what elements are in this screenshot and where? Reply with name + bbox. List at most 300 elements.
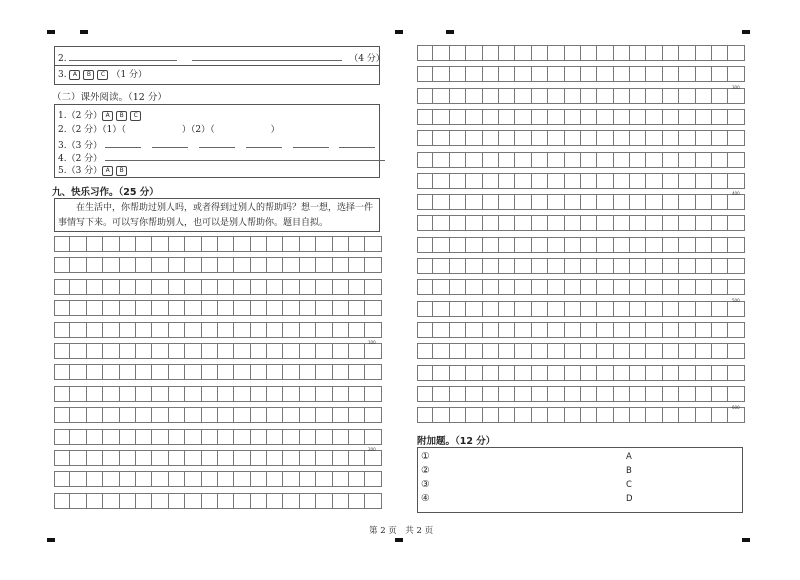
writing-cell[interactable] bbox=[433, 173, 449, 189]
writing-cell[interactable] bbox=[103, 493, 119, 509]
writing-cell[interactable] bbox=[696, 152, 712, 168]
writing-cell[interactable] bbox=[185, 279, 201, 295]
writing-cell[interactable] bbox=[87, 364, 103, 380]
writing-cell[interactable] bbox=[202, 300, 218, 316]
writing-cell[interactable] bbox=[136, 407, 152, 423]
writing-cell[interactable] bbox=[234, 322, 250, 338]
writing-cell[interactable] bbox=[433, 109, 449, 125]
writing-cell[interactable] bbox=[433, 66, 449, 82]
writing-cell[interactable] bbox=[581, 215, 597, 231]
writing-cell[interactable] bbox=[300, 493, 316, 509]
writing-cell[interactable] bbox=[169, 407, 185, 423]
writing-cell[interactable] bbox=[316, 471, 332, 487]
writing-cell[interactable] bbox=[696, 343, 712, 359]
writing-cell[interactable] bbox=[679, 109, 695, 125]
writing-cell[interactable] bbox=[87, 429, 103, 445]
writing-cell[interactable] bbox=[103, 300, 119, 316]
writing-cell[interactable] bbox=[483, 343, 499, 359]
writing-cell[interactable] bbox=[450, 66, 466, 82]
writing-cell[interactable] bbox=[646, 152, 662, 168]
writing-cell[interactable] bbox=[532, 365, 548, 381]
writing-cell[interactable] bbox=[483, 194, 499, 210]
option-c-box[interactable]: C bbox=[97, 70, 108, 80]
writing-cell[interactable] bbox=[218, 236, 234, 252]
writing-cell[interactable] bbox=[136, 493, 152, 509]
writing-cell[interactable] bbox=[581, 109, 597, 125]
writing-cell[interactable] bbox=[646, 365, 662, 381]
writing-cell[interactable] bbox=[728, 194, 744, 210]
writing-cell[interactable] bbox=[433, 343, 449, 359]
writing-cell[interactable] bbox=[300, 450, 316, 466]
writing-cell[interactable] bbox=[300, 322, 316, 338]
writing-cell[interactable] bbox=[234, 386, 250, 402]
writing-cell[interactable] bbox=[365, 322, 381, 338]
writing-cell[interactable] bbox=[316, 236, 332, 252]
writing-cell[interactable] bbox=[466, 365, 482, 381]
writing-cell[interactable] bbox=[597, 194, 613, 210]
writing-cell[interactable] bbox=[103, 386, 119, 402]
writing-cell[interactable] bbox=[565, 279, 581, 295]
writing-cell[interactable] bbox=[532, 407, 548, 423]
writing-cell[interactable] bbox=[581, 301, 597, 317]
writing-cell[interactable] bbox=[597, 152, 613, 168]
writing-cell[interactable] bbox=[614, 301, 630, 317]
writing-cell[interactable] bbox=[630, 215, 646, 231]
writing-cell[interactable] bbox=[87, 450, 103, 466]
writing-cell[interactable] bbox=[679, 173, 695, 189]
writing-cell[interactable] bbox=[466, 258, 482, 274]
writing-cell[interactable] bbox=[251, 429, 267, 445]
writing-cell[interactable] bbox=[466, 343, 482, 359]
writing-cell[interactable] bbox=[333, 257, 349, 273]
writing-cell[interactable] bbox=[450, 343, 466, 359]
answer-line[interactable] bbox=[152, 138, 188, 148]
writing-cell[interactable] bbox=[630, 279, 646, 295]
writing-cell[interactable] bbox=[136, 279, 152, 295]
writing-cell[interactable] bbox=[349, 386, 365, 402]
writing-cell[interactable] bbox=[185, 386, 201, 402]
writing-cell[interactable] bbox=[54, 471, 70, 487]
writing-cell[interactable] bbox=[646, 45, 662, 61]
writing-cell[interactable] bbox=[316, 322, 332, 338]
writing-cell[interactable] bbox=[267, 450, 283, 466]
writing-cell[interactable] bbox=[218, 364, 234, 380]
writing-cell[interactable] bbox=[663, 237, 679, 253]
writing-cell[interactable] bbox=[70, 493, 86, 509]
writing-cell[interactable] bbox=[136, 300, 152, 316]
writing-cell[interactable] bbox=[532, 279, 548, 295]
writing-cell[interactable] bbox=[565, 66, 581, 82]
writing-cell[interactable] bbox=[234, 493, 250, 509]
writing-cell[interactable] bbox=[466, 152, 482, 168]
writing-cell[interactable] bbox=[532, 130, 548, 146]
writing-cell[interactable] bbox=[679, 88, 695, 104]
writing-cell[interactable] bbox=[565, 301, 581, 317]
writing-cell[interactable] bbox=[581, 365, 597, 381]
writing-cell[interactable] bbox=[630, 407, 646, 423]
writing-cell[interactable] bbox=[54, 343, 70, 359]
writing-cell[interactable] bbox=[54, 429, 70, 445]
writing-cell[interactable] bbox=[300, 257, 316, 273]
writing-cell[interactable] bbox=[333, 364, 349, 380]
writing-cell[interactable] bbox=[120, 236, 136, 252]
writing-cell[interactable] bbox=[515, 66, 531, 82]
option-a-box[interactable]: A bbox=[102, 111, 113, 121]
writing-cell[interactable] bbox=[103, 322, 119, 338]
writing-cell[interactable] bbox=[283, 236, 299, 252]
writing-cell[interactable] bbox=[614, 407, 630, 423]
writing-cell[interactable] bbox=[663, 88, 679, 104]
writing-cell[interactable] bbox=[103, 257, 119, 273]
writing-cell[interactable] bbox=[70, 343, 86, 359]
writing-cell[interactable] bbox=[234, 236, 250, 252]
writing-cell[interactable] bbox=[70, 407, 86, 423]
writing-cell[interactable] bbox=[185, 364, 201, 380]
writing-cell[interactable] bbox=[565, 386, 581, 402]
writing-cell[interactable] bbox=[417, 301, 433, 317]
writing-cell[interactable] bbox=[548, 88, 564, 104]
option-a-box[interactable]: A bbox=[102, 166, 113, 176]
writing-cell[interactable] bbox=[728, 258, 744, 274]
writing-cell[interactable] bbox=[466, 194, 482, 210]
writing-cell[interactable] bbox=[663, 130, 679, 146]
writing-cell[interactable] bbox=[202, 236, 218, 252]
writing-cell[interactable] bbox=[499, 322, 515, 338]
writing-cell[interactable] bbox=[365, 429, 381, 445]
writing-cell[interactable] bbox=[696, 130, 712, 146]
writing-cell[interactable] bbox=[333, 407, 349, 423]
writing-cell[interactable] bbox=[218, 471, 234, 487]
writing-cell[interactable] bbox=[679, 152, 695, 168]
writing-cell[interactable] bbox=[646, 258, 662, 274]
writing-cell[interactable] bbox=[267, 471, 283, 487]
writing-cell[interactable] bbox=[87, 300, 103, 316]
writing-cell[interactable] bbox=[365, 471, 381, 487]
writing-cell[interactable] bbox=[515, 407, 531, 423]
writing-cell[interactable] bbox=[581, 343, 597, 359]
writing-cell[interactable] bbox=[499, 343, 515, 359]
writing-cell[interactable] bbox=[251, 257, 267, 273]
writing-cell[interactable] bbox=[234, 279, 250, 295]
writing-cell[interactable] bbox=[712, 301, 728, 317]
writing-cell[interactable] bbox=[202, 343, 218, 359]
writing-cell[interactable] bbox=[515, 279, 531, 295]
writing-cell[interactable] bbox=[483, 215, 499, 231]
writing-cell[interactable] bbox=[515, 322, 531, 338]
writing-cell[interactable] bbox=[136, 236, 152, 252]
writing-cell[interactable] bbox=[646, 301, 662, 317]
writing-cell[interactable] bbox=[365, 257, 381, 273]
writing-cell[interactable] bbox=[218, 279, 234, 295]
writing-cell[interactable] bbox=[499, 173, 515, 189]
writing-cell[interactable] bbox=[316, 300, 332, 316]
writing-cell[interactable] bbox=[87, 471, 103, 487]
writing-cell[interactable] bbox=[712, 237, 728, 253]
writing-cell[interactable] bbox=[70, 450, 86, 466]
writing-cell[interactable] bbox=[70, 429, 86, 445]
writing-cell[interactable] bbox=[712, 45, 728, 61]
writing-cell[interactable] bbox=[300, 471, 316, 487]
writing-cell[interactable] bbox=[87, 279, 103, 295]
writing-cell[interactable] bbox=[120, 493, 136, 509]
writing-cell[interactable] bbox=[218, 300, 234, 316]
writing-cell[interactable] bbox=[300, 386, 316, 402]
writing-cell[interactable] bbox=[696, 237, 712, 253]
writing-cell[interactable] bbox=[663, 109, 679, 125]
writing-cell[interactable] bbox=[152, 279, 168, 295]
writing-cell[interactable] bbox=[515, 109, 531, 125]
writing-cell[interactable] bbox=[433, 322, 449, 338]
writing-cell[interactable] bbox=[169, 493, 185, 509]
writing-cell[interactable] bbox=[597, 365, 613, 381]
writing-cell[interactable] bbox=[267, 279, 283, 295]
writing-cell[interactable] bbox=[565, 173, 581, 189]
writing-cell[interactable] bbox=[267, 364, 283, 380]
writing-cell[interactable] bbox=[548, 237, 564, 253]
writing-cell[interactable] bbox=[614, 45, 630, 61]
writing-cell[interactable] bbox=[450, 386, 466, 402]
writing-cell[interactable] bbox=[630, 365, 646, 381]
writing-cell[interactable] bbox=[70, 386, 86, 402]
writing-cell[interactable] bbox=[532, 194, 548, 210]
writing-cell[interactable] bbox=[433, 386, 449, 402]
writing-cell[interactable] bbox=[251, 343, 267, 359]
writing-cell[interactable] bbox=[136, 322, 152, 338]
writing-cell[interactable] bbox=[597, 407, 613, 423]
writing-cell[interactable] bbox=[499, 407, 515, 423]
writing-cell[interactable] bbox=[532, 66, 548, 82]
writing-cell[interactable] bbox=[300, 364, 316, 380]
writing-cell[interactable] bbox=[365, 279, 381, 295]
writing-cell[interactable] bbox=[597, 237, 613, 253]
writing-cell[interactable] bbox=[679, 279, 695, 295]
writing-cell[interactable] bbox=[696, 88, 712, 104]
writing-cell[interactable] bbox=[679, 365, 695, 381]
writing-cell[interactable] bbox=[712, 322, 728, 338]
writing-cell[interactable] bbox=[728, 237, 744, 253]
writing-cell[interactable] bbox=[597, 88, 613, 104]
writing-cell[interactable] bbox=[300, 407, 316, 423]
writing-cell[interactable] bbox=[450, 130, 466, 146]
writing-cell[interactable] bbox=[450, 279, 466, 295]
writing-cell[interactable] bbox=[120, 279, 136, 295]
writing-cell[interactable] bbox=[316, 343, 332, 359]
writing-cell[interactable] bbox=[679, 130, 695, 146]
writing-cell[interactable] bbox=[597, 66, 613, 82]
writing-cell[interactable] bbox=[728, 173, 744, 189]
writing-cell[interactable] bbox=[679, 407, 695, 423]
writing-cell[interactable] bbox=[120, 300, 136, 316]
writing-cell[interactable] bbox=[696, 301, 712, 317]
writing-cell[interactable] bbox=[433, 279, 449, 295]
writing-cell[interactable] bbox=[251, 407, 267, 423]
writing-cell[interactable] bbox=[581, 386, 597, 402]
writing-cell[interactable] bbox=[185, 236, 201, 252]
writing-cell[interactable] bbox=[515, 237, 531, 253]
writing-cell[interactable] bbox=[728, 322, 744, 338]
writing-cell[interactable] bbox=[152, 493, 168, 509]
writing-cell[interactable] bbox=[728, 152, 744, 168]
writing-cell[interactable] bbox=[316, 493, 332, 509]
writing-cell[interactable] bbox=[646, 66, 662, 82]
writing-cell[interactable] bbox=[483, 66, 499, 82]
writing-cell[interactable] bbox=[202, 493, 218, 509]
writing-cell[interactable] bbox=[54, 322, 70, 338]
writing-cell[interactable] bbox=[515, 301, 531, 317]
writing-cell[interactable] bbox=[712, 88, 728, 104]
writing-cell[interactable] bbox=[515, 173, 531, 189]
writing-cell[interactable] bbox=[581, 45, 597, 61]
writing-cell[interactable] bbox=[712, 407, 728, 423]
writing-cell[interactable] bbox=[185, 450, 201, 466]
writing-cell[interactable] bbox=[712, 194, 728, 210]
writing-cell[interactable] bbox=[87, 407, 103, 423]
writing-cell[interactable] bbox=[515, 45, 531, 61]
writing-cell[interactable] bbox=[663, 279, 679, 295]
writing-cell[interactable] bbox=[185, 407, 201, 423]
writing-cell[interactable] bbox=[202, 407, 218, 423]
writing-cell[interactable] bbox=[565, 88, 581, 104]
writing-cell[interactable] bbox=[581, 237, 597, 253]
writing-cell[interactable] bbox=[696, 173, 712, 189]
writing-cell[interactable] bbox=[663, 215, 679, 231]
writing-cell[interactable] bbox=[54, 364, 70, 380]
writing-cell[interactable] bbox=[152, 407, 168, 423]
writing-cell[interactable] bbox=[234, 471, 250, 487]
writing-cell[interactable] bbox=[152, 257, 168, 273]
writing-cell[interactable] bbox=[515, 130, 531, 146]
writing-cell[interactable] bbox=[548, 66, 564, 82]
writing-cell[interactable] bbox=[283, 322, 299, 338]
writing-cell[interactable] bbox=[548, 45, 564, 61]
writing-cell[interactable] bbox=[532, 237, 548, 253]
writing-cell[interactable] bbox=[218, 407, 234, 423]
writing-cell[interactable] bbox=[614, 237, 630, 253]
writing-cell[interactable] bbox=[103, 279, 119, 295]
writing-cell[interactable] bbox=[70, 471, 86, 487]
writing-cell[interactable] bbox=[614, 194, 630, 210]
writing-cell[interactable] bbox=[136, 257, 152, 273]
writing-cell[interactable] bbox=[515, 343, 531, 359]
writing-cell[interactable] bbox=[169, 322, 185, 338]
writing-cell[interactable] bbox=[663, 386, 679, 402]
writing-cell[interactable] bbox=[103, 364, 119, 380]
writing-cell[interactable] bbox=[630, 258, 646, 274]
writing-cell[interactable] bbox=[169, 236, 185, 252]
writing-cell[interactable] bbox=[696, 194, 712, 210]
writing-cell[interactable] bbox=[433, 237, 449, 253]
writing-cell[interactable] bbox=[712, 66, 728, 82]
answer-line[interactable] bbox=[105, 138, 141, 148]
writing-cell[interactable] bbox=[548, 258, 564, 274]
writing-cell[interactable] bbox=[499, 386, 515, 402]
writing-cell[interactable] bbox=[597, 258, 613, 274]
writing-cell[interactable] bbox=[630, 45, 646, 61]
writing-cell[interactable] bbox=[267, 407, 283, 423]
writing-cell[interactable] bbox=[70, 300, 86, 316]
option-c-box[interactable]: C bbox=[130, 111, 141, 121]
writing-cell[interactable] bbox=[728, 365, 744, 381]
writing-cell[interactable] bbox=[728, 343, 744, 359]
writing-cell[interactable] bbox=[283, 407, 299, 423]
writing-cell[interactable] bbox=[283, 300, 299, 316]
writing-cell[interactable] bbox=[646, 88, 662, 104]
writing-cell[interactable] bbox=[120, 322, 136, 338]
writing-cell[interactable] bbox=[218, 343, 234, 359]
answer-line[interactable] bbox=[339, 138, 375, 148]
writing-cell[interactable] bbox=[728, 109, 744, 125]
q2-answer-line[interactable] bbox=[192, 51, 342, 61]
writing-cell[interactable] bbox=[597, 130, 613, 146]
writing-cell[interactable] bbox=[466, 279, 482, 295]
writing-cell[interactable] bbox=[499, 66, 515, 82]
writing-cell[interactable] bbox=[614, 322, 630, 338]
writing-cell[interactable] bbox=[300, 236, 316, 252]
writing-cell[interactable] bbox=[614, 109, 630, 125]
writing-cell[interactable] bbox=[450, 407, 466, 423]
writing-cell[interactable] bbox=[283, 343, 299, 359]
writing-cell[interactable] bbox=[712, 258, 728, 274]
writing-cell[interactable] bbox=[417, 343, 433, 359]
writing-cell[interactable] bbox=[499, 194, 515, 210]
writing-cell[interactable] bbox=[466, 386, 482, 402]
writing-cell[interactable] bbox=[548, 279, 564, 295]
writing-cell[interactable] bbox=[548, 322, 564, 338]
writing-cell[interactable] bbox=[483, 386, 499, 402]
writing-cell[interactable] bbox=[515, 386, 531, 402]
writing-cell[interactable] bbox=[417, 407, 433, 423]
writing-cell[interactable] bbox=[333, 300, 349, 316]
writing-cell[interactable] bbox=[316, 407, 332, 423]
writing-cell[interactable] bbox=[450, 237, 466, 253]
writing-cell[interactable] bbox=[581, 279, 597, 295]
answer-line[interactable] bbox=[246, 138, 282, 148]
writing-cell[interactable] bbox=[234, 300, 250, 316]
writing-cell[interactable] bbox=[316, 450, 332, 466]
writing-cell[interactable] bbox=[300, 429, 316, 445]
writing-cell[interactable] bbox=[316, 279, 332, 295]
writing-cell[interactable] bbox=[581, 152, 597, 168]
writing-cell[interactable] bbox=[349, 257, 365, 273]
writing-cell[interactable] bbox=[728, 215, 744, 231]
writing-cell[interactable] bbox=[87, 386, 103, 402]
writing-cell[interactable] bbox=[728, 130, 744, 146]
writing-cell[interactable] bbox=[712, 109, 728, 125]
writing-cell[interactable] bbox=[532, 88, 548, 104]
writing-cell[interactable] bbox=[202, 279, 218, 295]
writing-cell[interactable] bbox=[433, 130, 449, 146]
writing-cell[interactable] bbox=[169, 257, 185, 273]
writing-cell[interactable] bbox=[152, 300, 168, 316]
writing-cell[interactable] bbox=[663, 322, 679, 338]
writing-cell[interactable] bbox=[712, 130, 728, 146]
writing-cell[interactable] bbox=[136, 343, 152, 359]
writing-cell[interactable] bbox=[103, 429, 119, 445]
answer-line[interactable] bbox=[105, 151, 385, 161]
writing-cell[interactable] bbox=[87, 343, 103, 359]
writing-cell[interactable] bbox=[679, 66, 695, 82]
writing-cell[interactable] bbox=[169, 450, 185, 466]
writing-cell[interactable] bbox=[54, 300, 70, 316]
writing-cell[interactable] bbox=[646, 322, 662, 338]
writing-cell[interactable] bbox=[300, 343, 316, 359]
writing-cell[interactable] bbox=[679, 194, 695, 210]
writing-cell[interactable] bbox=[87, 257, 103, 273]
writing-cell[interactable] bbox=[712, 386, 728, 402]
writing-cell[interactable] bbox=[136, 471, 152, 487]
writing-cell[interactable] bbox=[696, 109, 712, 125]
writing-cell[interactable] bbox=[103, 343, 119, 359]
